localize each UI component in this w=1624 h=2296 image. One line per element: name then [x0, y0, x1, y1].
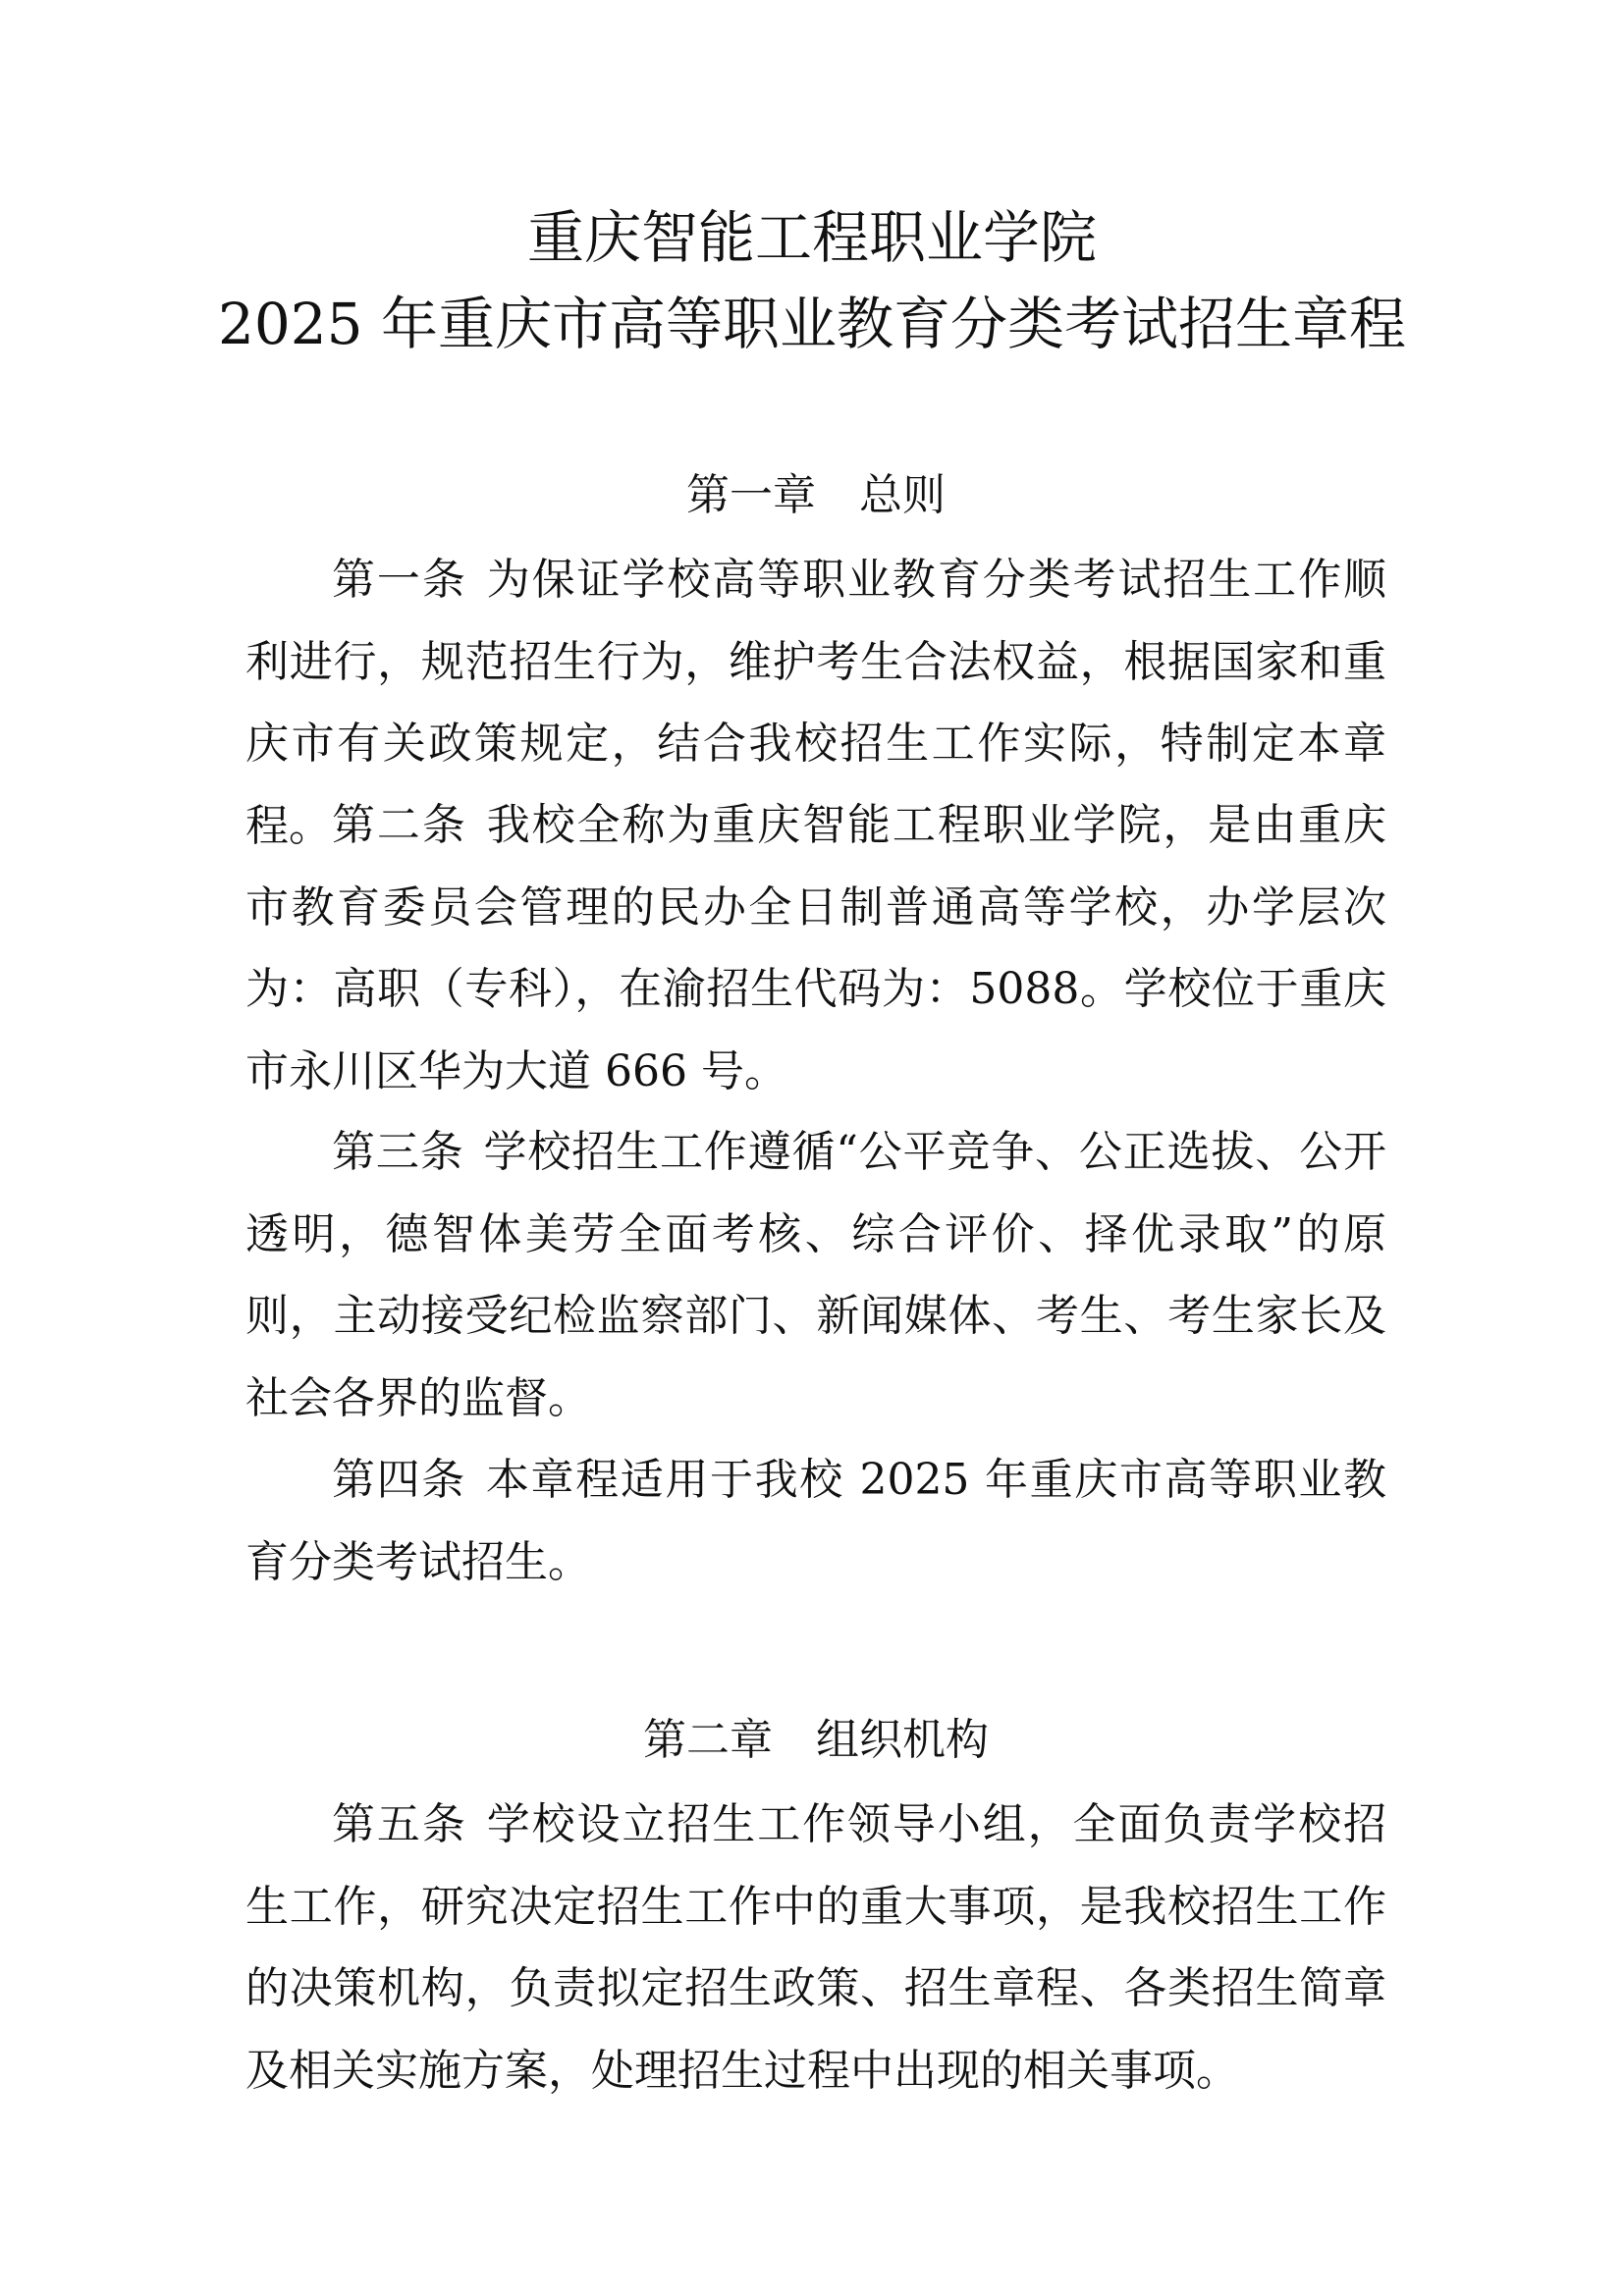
- article-4-number: 第四条: [332, 1455, 466, 1505]
- article-3: [245, 1111, 1386, 1439]
- article-3-number: 第三条: [332, 1127, 464, 1177]
- article-3-text: 学校招生工作遵循“公平竞争、公正选拔、公开透明，德智体美劳全面考核、综合评价、择优录取”的原则，主动接受纪检监察部门、新闻媒体、考生、考生家长及社会各界的监督。: [245, 1127, 1386, 1423]
- article-5-text: 学校设立招生工作领导小组，全面负责学校招生工作，研究决定招生工作中的重大事项，是我校招生工作的决策机构，负责拟定招生政策、招生章程、各类招生简章及相关实施方案，处理招生过程中出现的相关事项。: [245, 1799, 1387, 2096]
- article-2-number: 第二条: [332, 800, 467, 850]
- article-4: [245, 1439, 1386, 1603]
- title-regulation-name: 2025 年重庆市高等职业教育分类考试招生章程: [217, 291, 1407, 357]
- article-1-number: 第一条: [332, 555, 467, 605]
- article-5-number: 第五条: [332, 1799, 467, 1849]
- chapter-2-heading: 第二章 组织机构: [643, 1715, 989, 1765]
- chapter-1-heading: 第一章 总则: [686, 470, 946, 520]
- article-1-text: 为保证学校高等职业教育分类考试招生工作顺利进行，规范招生行为，维护考生合法权益，根据国家和重庆市有关政策规定，结合我校招生工作实际，特制定本章程。: [245, 555, 1387, 851]
- article-4-text: 本章程适用于我校 2025 年重庆市高等职业教育分类考试招生。: [245, 1455, 1387, 1587]
- title-school-name: 重庆智能工程职业学院: [526, 204, 1097, 271]
- article-2-text: 我校全称为重庆智能工程职业学院，是由重庆市教育委员会管理的民办全日制普通高等学校，办学层次为：高职（专科），在渝招生代码为：5088。学校位于重庆市永川区华为大道 666 号。: [245, 800, 1387, 1096]
- article-2: [245, 784, 1386, 1112]
- article-5: [245, 1784, 1386, 2111]
- document-title: [0, 194, 1624, 367]
